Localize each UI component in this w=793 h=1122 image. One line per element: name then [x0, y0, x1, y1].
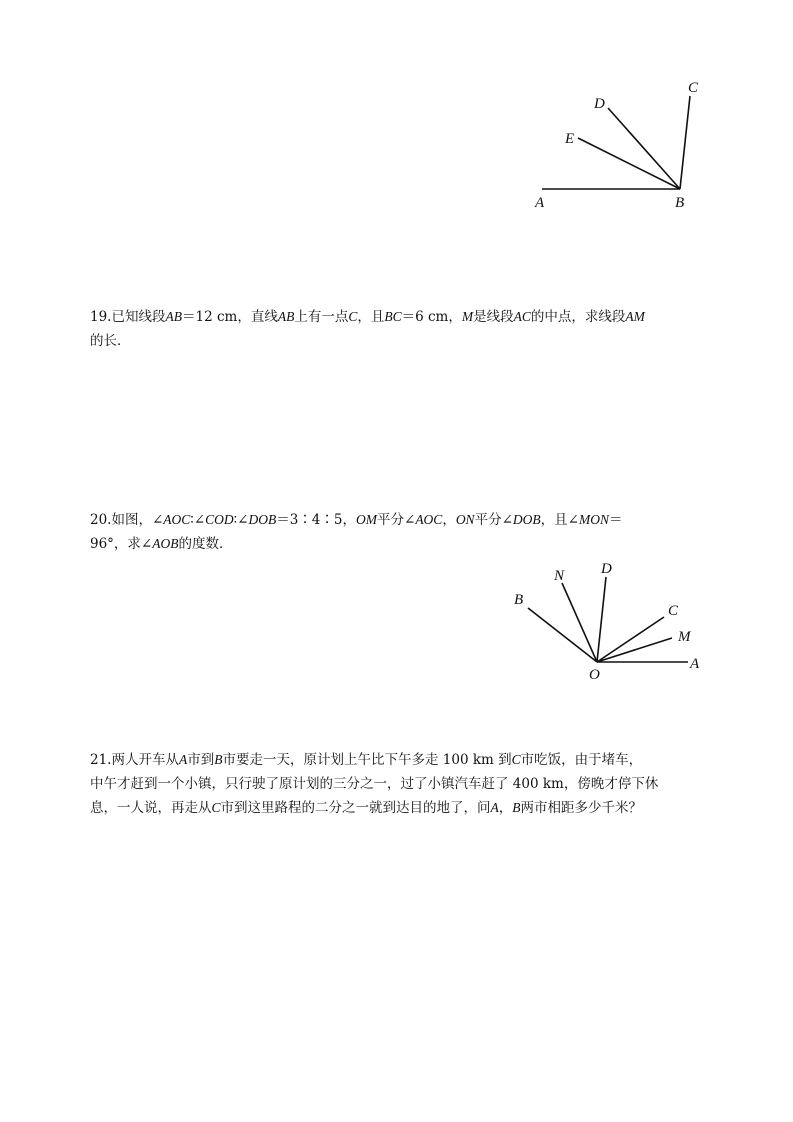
label-m: M — [678, 629, 691, 645]
ray-bc — [680, 96, 690, 189]
problem-21 — [90, 748, 710, 820]
problem-19 — [90, 305, 710, 353]
ray-ob — [528, 608, 597, 662]
ray-oc — [597, 617, 664, 662]
problem-20-line-2: 96°，求∠AOB的度数． — [90, 536, 233, 552]
problem-20-line-1: 20.如图，∠AOC∶∠COD∶∠DOB＝3∶4∶5，OM平分∠AOC，ON平分∠DOB，且∠MON＝ — [90, 512, 623, 528]
label-d: D — [601, 561, 612, 577]
label-o: O — [589, 667, 600, 683]
label-c: C — [688, 80, 699, 96]
problem-21-line-2: 中午才赶到一个小镇，只行驶了原计划的三分之一，过了小镇汽车赶了 400 km，傍晚才停下休 — [90, 776, 659, 792]
ray-bd — [608, 108, 680, 189]
label-a: A — [690, 656, 700, 672]
label-b: B — [514, 592, 524, 608]
problem-21-line-1: 21.两人开车从A市到B市要走一天，原计划上午比下午多走 100 km 到C市吃饭，由于堵车， — [90, 752, 643, 768]
label-b: B — [675, 195, 685, 211]
ray-od — [597, 577, 606, 662]
ray-om — [597, 638, 672, 662]
problem-21-line-3: 息，一人说，再走从C市到这里路程的二分之一就到达目的地了，问A，B两市相距多少千米？ — [90, 800, 643, 816]
ray-on — [562, 583, 597, 662]
problem-20 — [90, 508, 710, 556]
problem-19-line-1: 19.已知线段AB＝12 cm，直线AB上有一点C，且BC＝6 cm，M是线段AC的中点，求线段AM — [90, 309, 645, 325]
label-n: N — [554, 568, 565, 584]
label-c: C — [668, 603, 679, 619]
ray-be — [578, 138, 680, 189]
label-a: A — [535, 195, 545, 211]
figure-angle-abc — [520, 70, 720, 220]
problem-19-line-2: 的长． — [90, 333, 131, 349]
label-e: E — [565, 131, 575, 147]
figure-angle-aob — [500, 555, 720, 685]
label-d: D — [594, 96, 605, 112]
